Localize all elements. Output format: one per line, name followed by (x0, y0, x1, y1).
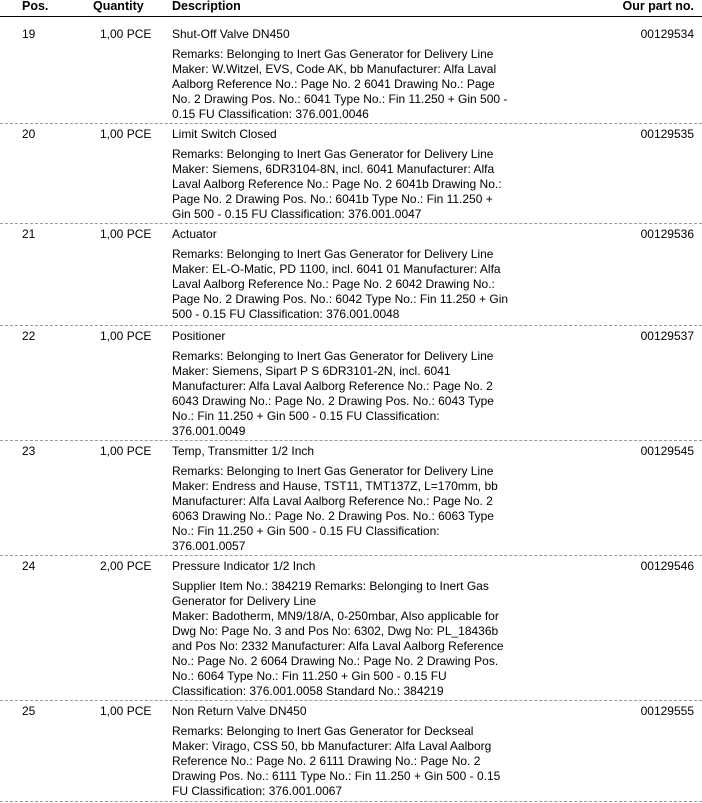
row-title: Actuator (172, 227, 217, 241)
table-row (0, 326, 702, 439)
header-part-no: Our part no. (622, 0, 694, 13)
row-pos: 20 (22, 127, 36, 141)
row-pos: 22 (22, 329, 36, 343)
row-pos: 25 (22, 704, 36, 718)
row-remarks: Supplier Item No.: 384219 Remarks: Belonging to Inert Gas Generator for Delivery Line Maker: Badotherm, MN9/18/A, 0-250mbar, Also applicable for Dwg No: Page No. 3 and Pos No: 6302, Dwg No: PL_18436b and Pos No: 2332 Manufacturer: Alfa Laval Aalborg Reference No.: Page No. 2 6064 Drawing No.: Page No. 2 Drawing Pos. No.: 6064 Type No.: Fin 11.250 + Gin 500 - 0.15 FU Classification: 376.001.0058 Standard No.: 384219 (172, 579, 504, 698)
table-row (0, 701, 702, 801)
row-title: Pressure Indicator 1/2 Inch (172, 559, 316, 573)
table-row (0, 24, 702, 121)
row-quantity: 1,00 PCE (100, 27, 152, 41)
row-quantity: 1,00 PCE (100, 704, 152, 718)
table-header (0, 0, 702, 17)
row-quantity: 1,00 PCE (100, 127, 152, 141)
row-pos: 23 (22, 444, 36, 458)
table-row (0, 224, 702, 323)
row-pos: 19 (22, 27, 36, 41)
row-part-no: 00129555 (640, 704, 694, 718)
row-quantity: 1,00 PCE (100, 329, 152, 343)
row-pos: 24 (22, 559, 36, 573)
row-remarks: Remarks: Belonging to Inert Gas Generator for Delivery Line Maker: Siemens, 6DR3104-8N, incl. 6041 Manufacturer: Alfa Laval Aalborg Reference No.: Page No. 2 6041b Drawing No.: Page No. 2 Drawing Pos. No.: 6041b Type No.: Fin 11.250 + Gin 500 - 0.15 FU Classification: 376.001.0047 (172, 147, 502, 221)
row-title: Limit Switch Closed (172, 127, 277, 141)
row-pos: 21 (22, 227, 36, 241)
row-remarks: Remarks: Belonging to Inert Gas Generator for Delivery Line Maker: W.Witzel, EVS, Code AK, bb Manufacturer: Alfa Laval Aalborg Reference No.: Page No. 2 6041 Drawing No.: Page No. 2 Drawing Pos. No.: 6041 Type No.: Fin 11.250 + Gin 500 - 0.15 FU Classification: 376.001.0046 (172, 47, 508, 121)
header-description: Description (172, 0, 241, 13)
row-part-no: 00129534 (640, 27, 694, 41)
row-divider (0, 801, 702, 802)
row-title: Shut-Off Valve DN450 (172, 27, 290, 41)
table-row (0, 441, 702, 554)
table-row (0, 556, 702, 699)
row-part-no: 00129537 (640, 329, 694, 343)
row-remarks: Remarks: Belonging to Inert Gas Generator for Delivery Line Maker: Endress and Hause, TST11, TMT137Z, L=170mm, bb Manufacturer: Alfa Laval Aalborg Reference No.: Page No. 2 6063 Drawing No.: Page No. 2 Drawing Pos. No.: 6063 Type No.: Fin 11.250 + Gin 500 - 0.15 FU Classification: 376.001.0057 (172, 464, 498, 553)
table-row (0, 124, 702, 221)
row-quantity: 1,00 PCE (100, 227, 152, 241)
row-remarks: Remarks: Belonging to Inert Gas Generator for Deckseal Maker: Virago, CSS 50, bb Manufacturer: Alfa Laval Aalborg Reference No.: Page No. 2 6111 Drawing No.: Page No. 2 Drawing Pos. No.: 6111 Type No.: Fin 11.250 + Gin 500 - 0.15 FU Classification: 376.001.0067 (172, 724, 501, 798)
row-quantity: 2,00 PCE (100, 559, 152, 573)
row-part-no: 00129535 (640, 127, 694, 141)
header-quantity: Quantity (93, 0, 144, 13)
row-title: Non Return Valve DN450 (172, 704, 307, 718)
row-part-no: 00129546 (640, 559, 694, 573)
row-quantity: 1,00 PCE (100, 444, 152, 458)
row-remarks: Remarks: Belonging to Inert Gas Generator for Delivery Line Maker: Siemens, Sipart P S 6DR3101-2N, incl. 6041 Manufacturer: Alfa Laval Aalborg Reference No.: Page No. 2 6043 Drawing No.: Page No. 2 Drawing Pos. No.: 6043 Type No.: Fin 11.250 + Gin 500 - 0.15 FU Classification: 376.001.0049 (172, 349, 494, 438)
row-part-no: 00129545 (640, 444, 694, 458)
row-title: Temp, Transmitter 1/2 Inch (172, 444, 315, 458)
row-remarks: Remarks: Belonging to Inert Gas Generator for Delivery Line Maker: EL-O-Matic, PD 1100, incl. 6041 01 Manufacturer: Alfa Laval Aalborg Reference No.: Page No. 2 6042 Drawing No.: Page No. 2 Drawing Pos. No.: 6042 Type No.: Fin 11.250 + Gin 500 - 0.15 FU Classification: 376.001.0048 (172, 247, 509, 321)
header-pos: Pos. (22, 0, 49, 13)
row-part-no: 00129536 (640, 227, 694, 241)
row-title: Positioner (172, 329, 226, 343)
